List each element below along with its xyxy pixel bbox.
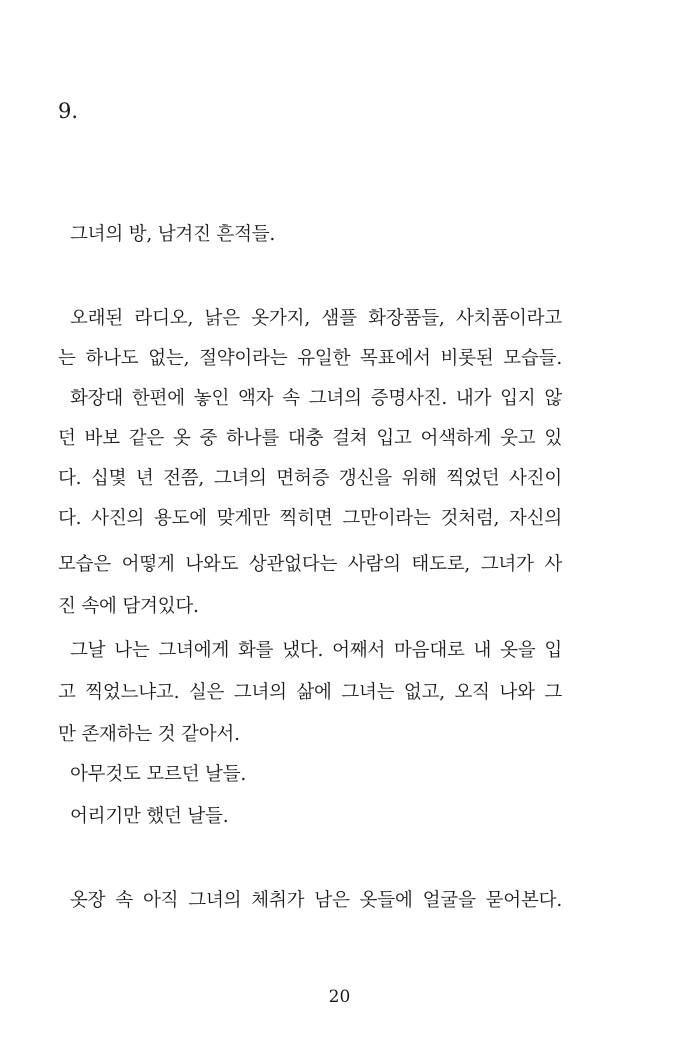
text-line: 모습은 어떻게 나와도 상관없다는 사람의 태도로, 그녀가 사 xyxy=(58,554,562,575)
text-line: 오래된 라디오, 낡은 옷가지, 샘플 화장품들, 사치품이라고 xyxy=(70,308,562,329)
text-line: 고 찍었느냐고. 실은 그녀의 삶에 그녀는 없고, 오직 나와 그 xyxy=(58,682,562,703)
text-line: 아무것도 모르던 날들. xyxy=(70,764,247,785)
text-line: 화장대 한편에 놓인 액자 속 그녀의 증명사진. 내가 입지 않 xyxy=(70,388,562,409)
text-line: 만 존재하는 것 같아서. xyxy=(58,724,240,745)
page-number: 20 xyxy=(328,987,351,1007)
text-line: 그녀의 방, 남겨진 흔적들. xyxy=(70,224,276,245)
text-line: 어리기만 했던 날들. xyxy=(70,806,229,827)
text-line: 진 속에 담겨있다. xyxy=(58,596,199,617)
text-line: 다. 사진의 용도에 맞게만 찍히면 그만이라는 것처럼, 자신의 xyxy=(58,508,562,529)
text-line: 는 하나도 없는, 절약이라는 유일한 목표에서 비롯된 모습들. xyxy=(58,348,562,369)
text-line: 던 바보 같은 옷 중 하나를 대충 걸쳐 입고 어색하게 웃고 있 xyxy=(58,428,562,449)
text-line: 옷장 속 아직 그녀의 체취가 남은 옷들에 얼굴을 묻어본다. xyxy=(70,890,562,911)
text-line: 그날 나는 그녀에게 화를 냈다. 어째서 마음대로 내 옷을 입 xyxy=(70,640,562,661)
text-line: 다. 십몇 년 전쯤, 그녀의 면허증 갱신을 위해 찍었던 사진이 xyxy=(58,468,562,489)
chapter-number: 9. xyxy=(58,99,79,123)
